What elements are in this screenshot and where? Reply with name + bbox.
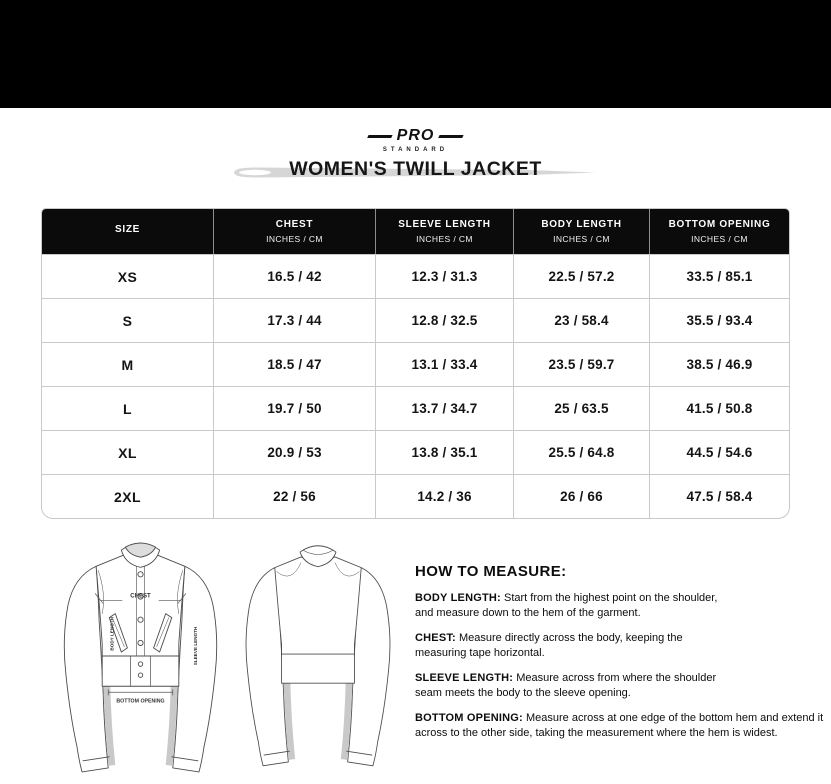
bottom-opening-cell: 33.5 / 85.1 [649, 254, 789, 298]
sleeve-length-cell: 13.1 / 33.4 [375, 342, 513, 386]
column-header-body-length: BODY LENGTH INCHES / CM [513, 209, 649, 254]
chest-cell: 20.9 / 53 [213, 430, 375, 474]
chest-cell: 22 / 56 [213, 474, 375, 518]
jacket-back-diagram [233, 533, 403, 780]
bottom-section [0, 533, 831, 780]
measure-term: SLEEVE LENGTH: [415, 671, 514, 684]
size-cell: XS [42, 254, 213, 298]
body-length-cell: 25.5 / 64.8 [513, 430, 649, 474]
sleeve-length-cell: 12.8 / 32.5 [375, 298, 513, 342]
diagram-label-body-length: BODY LENGTH [109, 617, 115, 651]
bottom-opening-cell: 38.5 / 46.9 [649, 342, 789, 386]
bottom-opening-cell: 35.5 / 93.4 [649, 298, 789, 342]
size-cell: S [42, 298, 213, 342]
brand-subname: STANDARD [382, 147, 449, 153]
bottom-opening-cell: 47.5 / 58.4 [649, 474, 789, 518]
sleeve-length-cell: 13.7 / 34.7 [375, 386, 513, 430]
diagram-label-chest: CHEST [130, 593, 151, 600]
size-chart-table [41, 208, 790, 519]
top-banner [0, 0, 831, 108]
brand-name: PRO [396, 127, 435, 144]
size-cell: 2XL [42, 474, 213, 518]
brand-logo [0, 128, 831, 153]
logo-right-bar [439, 135, 464, 138]
table-row [42, 342, 789, 386]
body-length-cell: 23 / 58.4 [513, 298, 649, 342]
measure-term: BODY LENGTH: [415, 592, 501, 604]
measure-text: Measure directly across the body, keeping the measuring tape horizontal. [415, 631, 683, 660]
logo-left-bar [367, 135, 392, 138]
measure-term: BOTTOM OPENING: [415, 711, 523, 724]
measure-text: Measure across from where the shoulder seam meets the body to the sleeve opening. [415, 671, 717, 699]
how-to-measure-section [415, 533, 831, 780]
bottom-opening-cell: 41.5 / 50.8 [649, 386, 789, 430]
how-to-measure-heading: HOW TO MEASURE: [415, 563, 567, 580]
measure-text: Start from the highest point on the shoulder, and measure down to the hem of the garment. [415, 592, 718, 620]
body-length-cell: 26 / 66 [513, 474, 649, 518]
column-header-size: SIZE [114, 224, 141, 235]
table-row [42, 430, 789, 474]
bottom-opening-cell: 44.5 / 54.6 [649, 430, 789, 474]
jacket-diagrams [48, 533, 403, 780]
sleeve-length-cell: 13.8 / 35.1 [375, 430, 513, 474]
diagram-label-bottom-opening: BOTTOM OPENING [116, 698, 165, 705]
body-length-cell: 22.5 / 57.2 [513, 254, 649, 298]
measure-term: CHEST: [415, 631, 456, 644]
column-header-sleeve-length: SLEEVE LENGTH INCHES / CM [375, 209, 513, 254]
sleeve-length-cell: 12.3 / 31.3 [375, 254, 513, 298]
table-header-row [42, 209, 789, 254]
body-length-cell: 23.5 / 59.7 [513, 342, 649, 386]
body-length-cell: 25 / 63.5 [513, 386, 649, 430]
column-header-bottom-opening: BOTTOM OPENING INCHES / CM [649, 209, 789, 254]
size-cell: L [42, 386, 213, 430]
chest-cell: 17.3 / 44 [213, 298, 375, 342]
column-header-chest: CHEST INCHES / CM [213, 209, 375, 254]
title-row [0, 158, 831, 186]
measure-item-sleeve-length [415, 671, 727, 701]
measure-item-chest [415, 631, 727, 661]
page-title: WOMEN'S TWILL JACKET [289, 158, 542, 180]
measure-item-bottom-opening [415, 711, 831, 741]
sleeve-length-cell: 14.2 / 36 [375, 474, 513, 518]
chest-cell: 18.5 / 47 [213, 342, 375, 386]
chest-cell: 16.5 / 42 [213, 254, 375, 298]
measure-text: Measure across at one edge of the bottom hem and extend it across to the other side, taking the measurement where the hem is widest. [415, 711, 824, 739]
table-row [42, 254, 789, 298]
table-row [42, 298, 789, 342]
diagram-label-sleeve-length: SLEEVE LENGTH [192, 626, 198, 666]
table-row [42, 386, 789, 430]
size-cell: M [42, 342, 213, 386]
table-row [42, 474, 789, 518]
jacket-front-diagram [48, 533, 233, 780]
measure-item-body-length [415, 591, 727, 621]
chest-cell: 19.7 / 50 [213, 386, 375, 430]
size-cell: XL [42, 430, 213, 474]
